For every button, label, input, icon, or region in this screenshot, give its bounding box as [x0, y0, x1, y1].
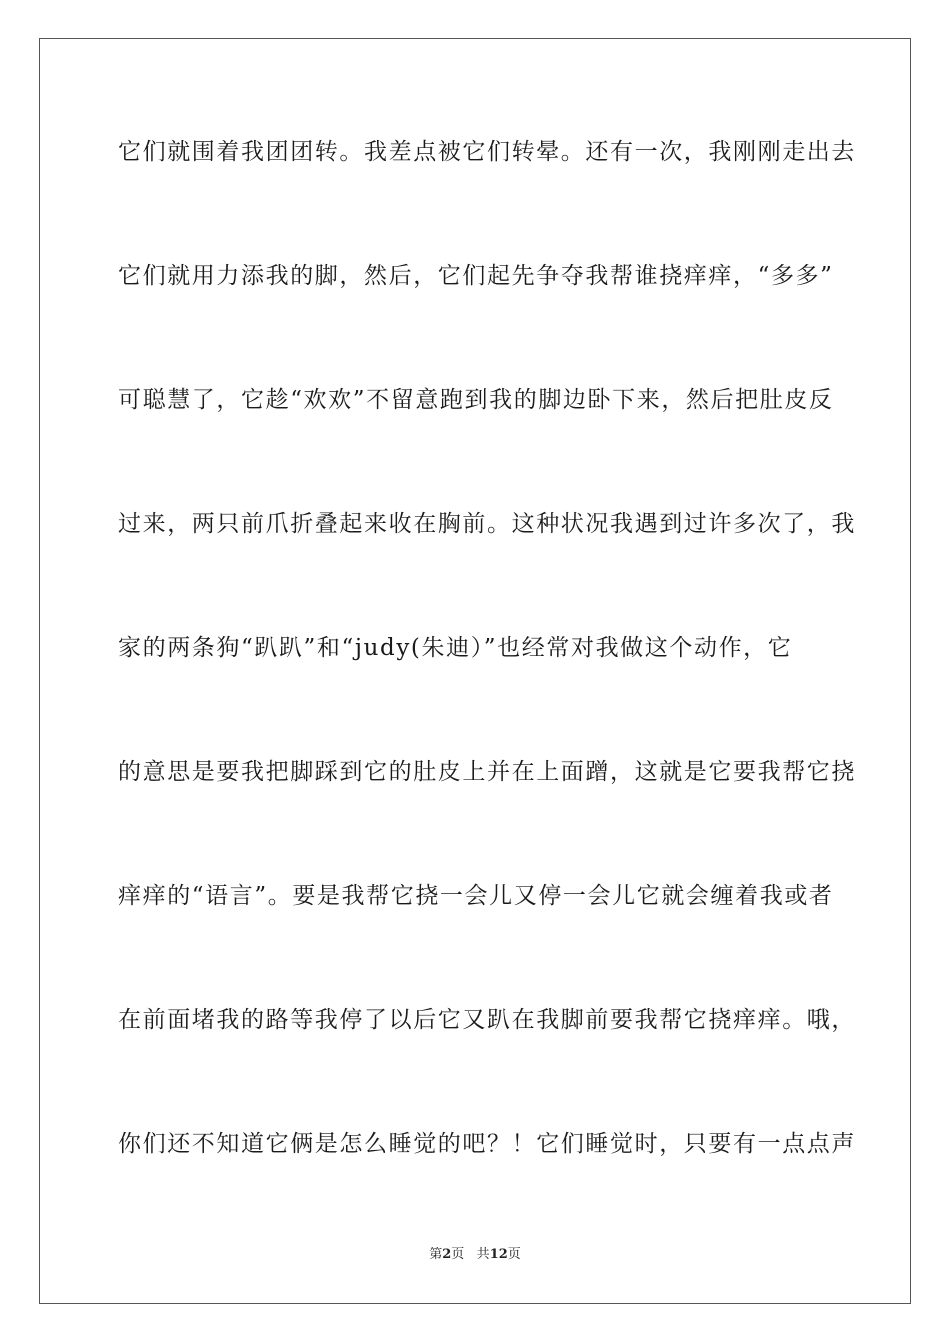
body-text-line: 的意思是要我把脚踩到它的肚皮上并在上面蹭，这就是它要我帮它挠 [118, 759, 856, 785]
page-label-prefix: 第 [429, 1247, 443, 1262]
body-text-line: 你们还不知道它俩是怎么睡觉的吧？！它们睡觉时，只要有一点点声 [118, 1131, 856, 1157]
page-label-suffix: 页 [451, 1247, 465, 1262]
body-text-line: 痒痒的“语言”。要是我帮它挠一会儿又停一会儿它就会缠着我或者 [118, 883, 834, 909]
page-footer [0, 1246, 950, 1264]
body-text-line: 家的两条狗“趴趴”和“judy(朱迪）”也经常对我做这个动作，它 [118, 635, 793, 661]
body-text-line: 可聪慧了，它趁“欢欢”不留意跑到我的脚边卧下来，然后把肚皮反 [118, 387, 834, 413]
total-label-suffix: 页 [507, 1247, 521, 1262]
body-text-line: 它们就用力添我的脚，然后，它们起先争夺我帮谁挠痒痒，“多多” [118, 263, 834, 289]
body-text-line: 它们就围着我团团转。我差点被它们转晕。还有一次，我刚刚走出去 [118, 139, 856, 165]
body-text-line: 过来，两只前爪折叠起来收在胸前。这种状况我遇到过许多次了，我 [118, 511, 856, 537]
total-label-prefix: 共 [476, 1247, 490, 1262]
body-text-line: 在前面堵我的路等我停了以后它又趴在我脚前要我帮它挠痒痒。哦， [118, 1007, 856, 1033]
total-pages-number: 12 [489, 1247, 508, 1262]
current-page-number: 2 [442, 1247, 452, 1262]
page-border [39, 38, 911, 1304]
